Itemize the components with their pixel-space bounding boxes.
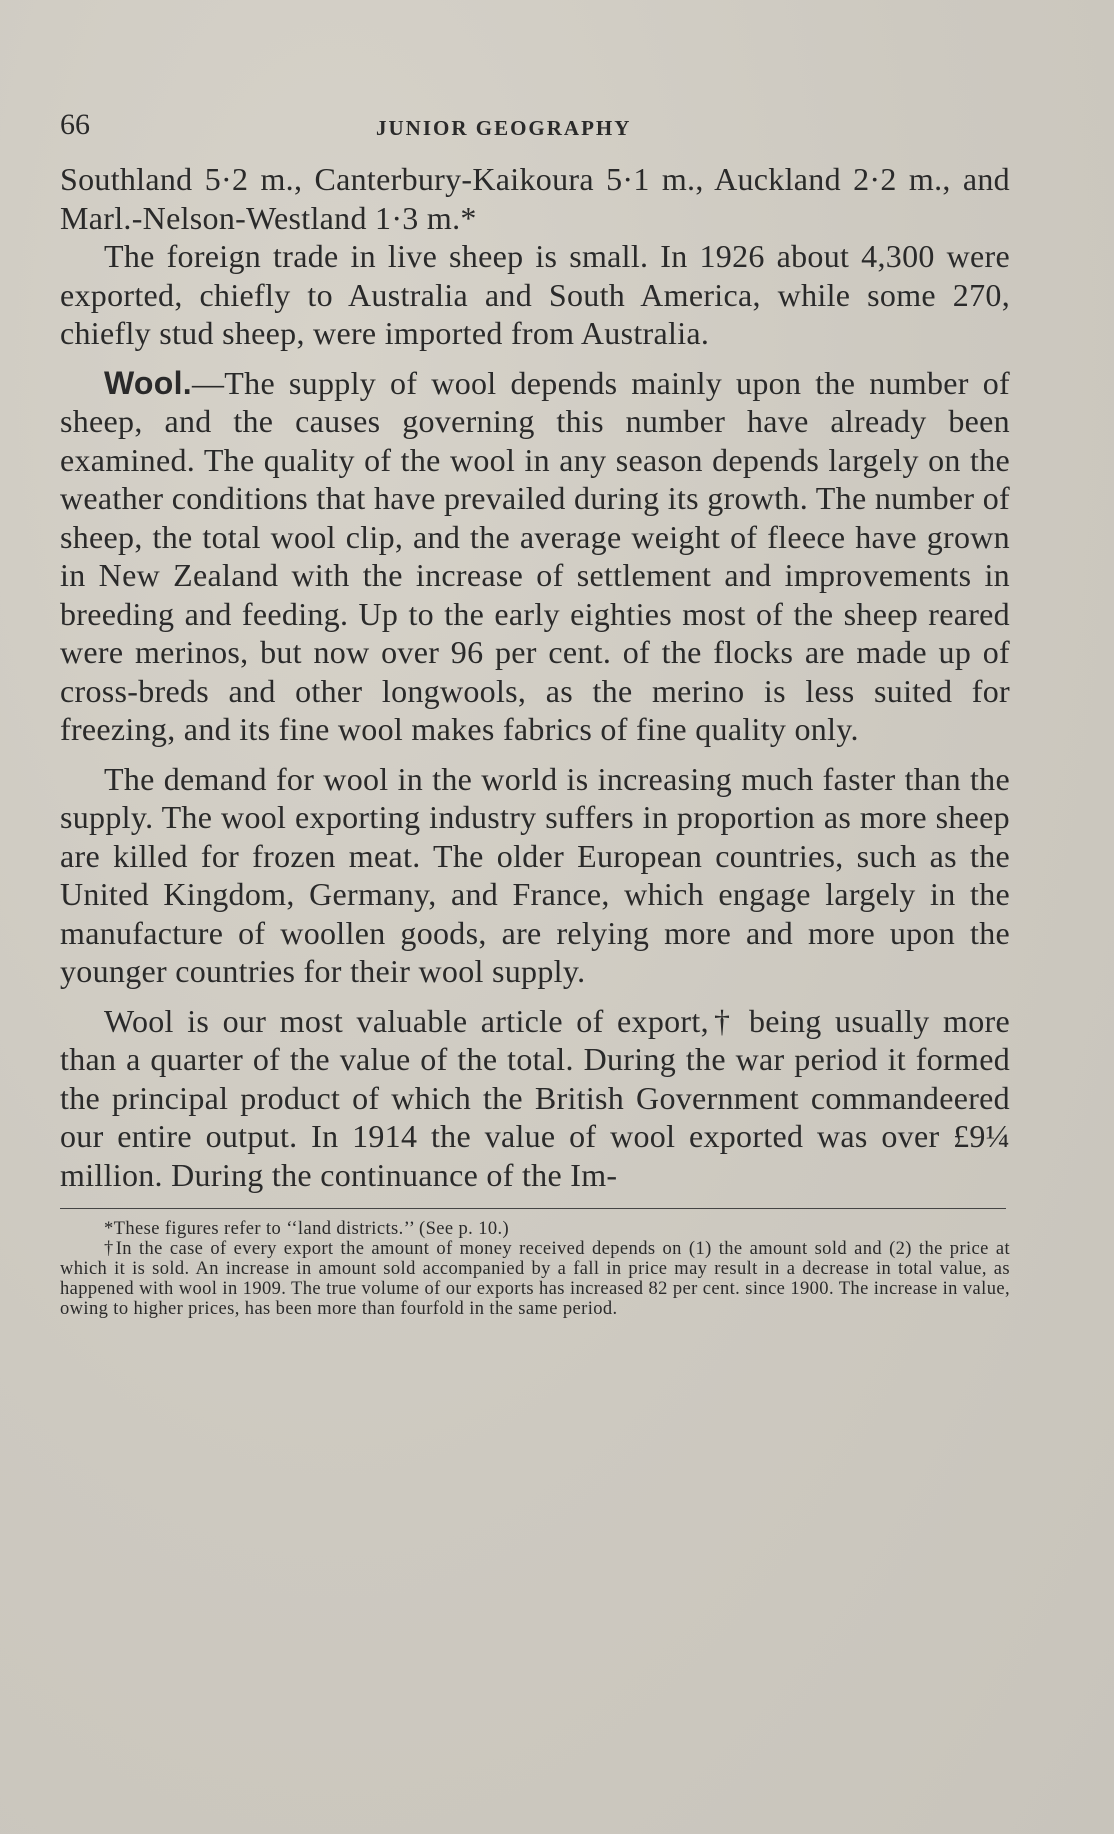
paragraph-wool-text: —The supply of wool depends mainly upon the number of sheep, and the causes governing this number have already been examined. The quality of the wool in any season depends largely on the weather conditions that have prevailed during its growth. The number of sheep, the total wool clip, and the average weight of fleece have grown in New Zealand with the increase of settlement and improvements in breeding and feeding. Up to the early eighties most of the sheep reared were merinos, but now over 96 per cent. of the flocks are made up of cross-breds and other longwools, as the merino is less suited for freezing, and its fine wool makes fabrics of fine quality only. <box>60 364 1010 747</box>
paragraph-wool-demand: The demand for wool in the world is increasing much faster than the supply. The wool exporting industry suffers in proportion as more sheep are killed for frozen meat. The older European countries, such as the United Kingdom, Germany, and France, which engage largely in the manufacture of woollen goods, are relying more and more upon the younger countries for their wool supply. <box>60 760 1010 989</box>
body-text <box>60 160 1010 1194</box>
running-head <box>60 100 1010 160</box>
paragraph-live-sheep-trade: The foreign trade in live sheep is small. In 1926 about 4,300 were exported, chiefly to Australia and South America, while some 270, chiefly stud sheep, were imported from Australia. <box>60 238 1010 351</box>
paragraph-southland: Southland 5·2 m., Canterbury-Kaikoura 5·1 m., Auckland 2·2 m., and Marl.-Nelson-Westland 1·3 m.* <box>60 161 1010 236</box>
section-heading-wool: Wool. <box>104 364 192 401</box>
footnote-land-districts: *These figures refer to ‘‘land districts.’’ (See p. 10.) <box>104 1219 510 1239</box>
paragraph-wool <box>60 364 1010 749</box>
footnote-divider <box>60 1208 1006 1209</box>
running-title: JUNIOR GEOGRAPHY <box>376 116 632 140</box>
paragraph-wool-export: Wool is our most valuable article of export,† being usually more than a quarter of the value of the total. During the war period it formed the principal product of which the British Government commandeered our entire output. In 1914 the value of wool exported was over £9¼ million. During the continuance of the Im- <box>60 1002 1010 1193</box>
book-page <box>60 100 1010 1319</box>
page-number: 66 <box>60 108 90 141</box>
footnotes <box>60 1219 1010 1319</box>
footnote-export-value: †In the case of every export the amount of money received depends on (1) the amount sold and (2) the price at which it is sold. An increase in amount sold accompanied by a fall in price may result in a decrease in total value, as happened with wool in 1909. The true volume of our exports has increased 82 per cent. since 1900. The increase in value, owing to higher prices, has been more than fourfold in the same period. <box>60 1239 1010 1319</box>
